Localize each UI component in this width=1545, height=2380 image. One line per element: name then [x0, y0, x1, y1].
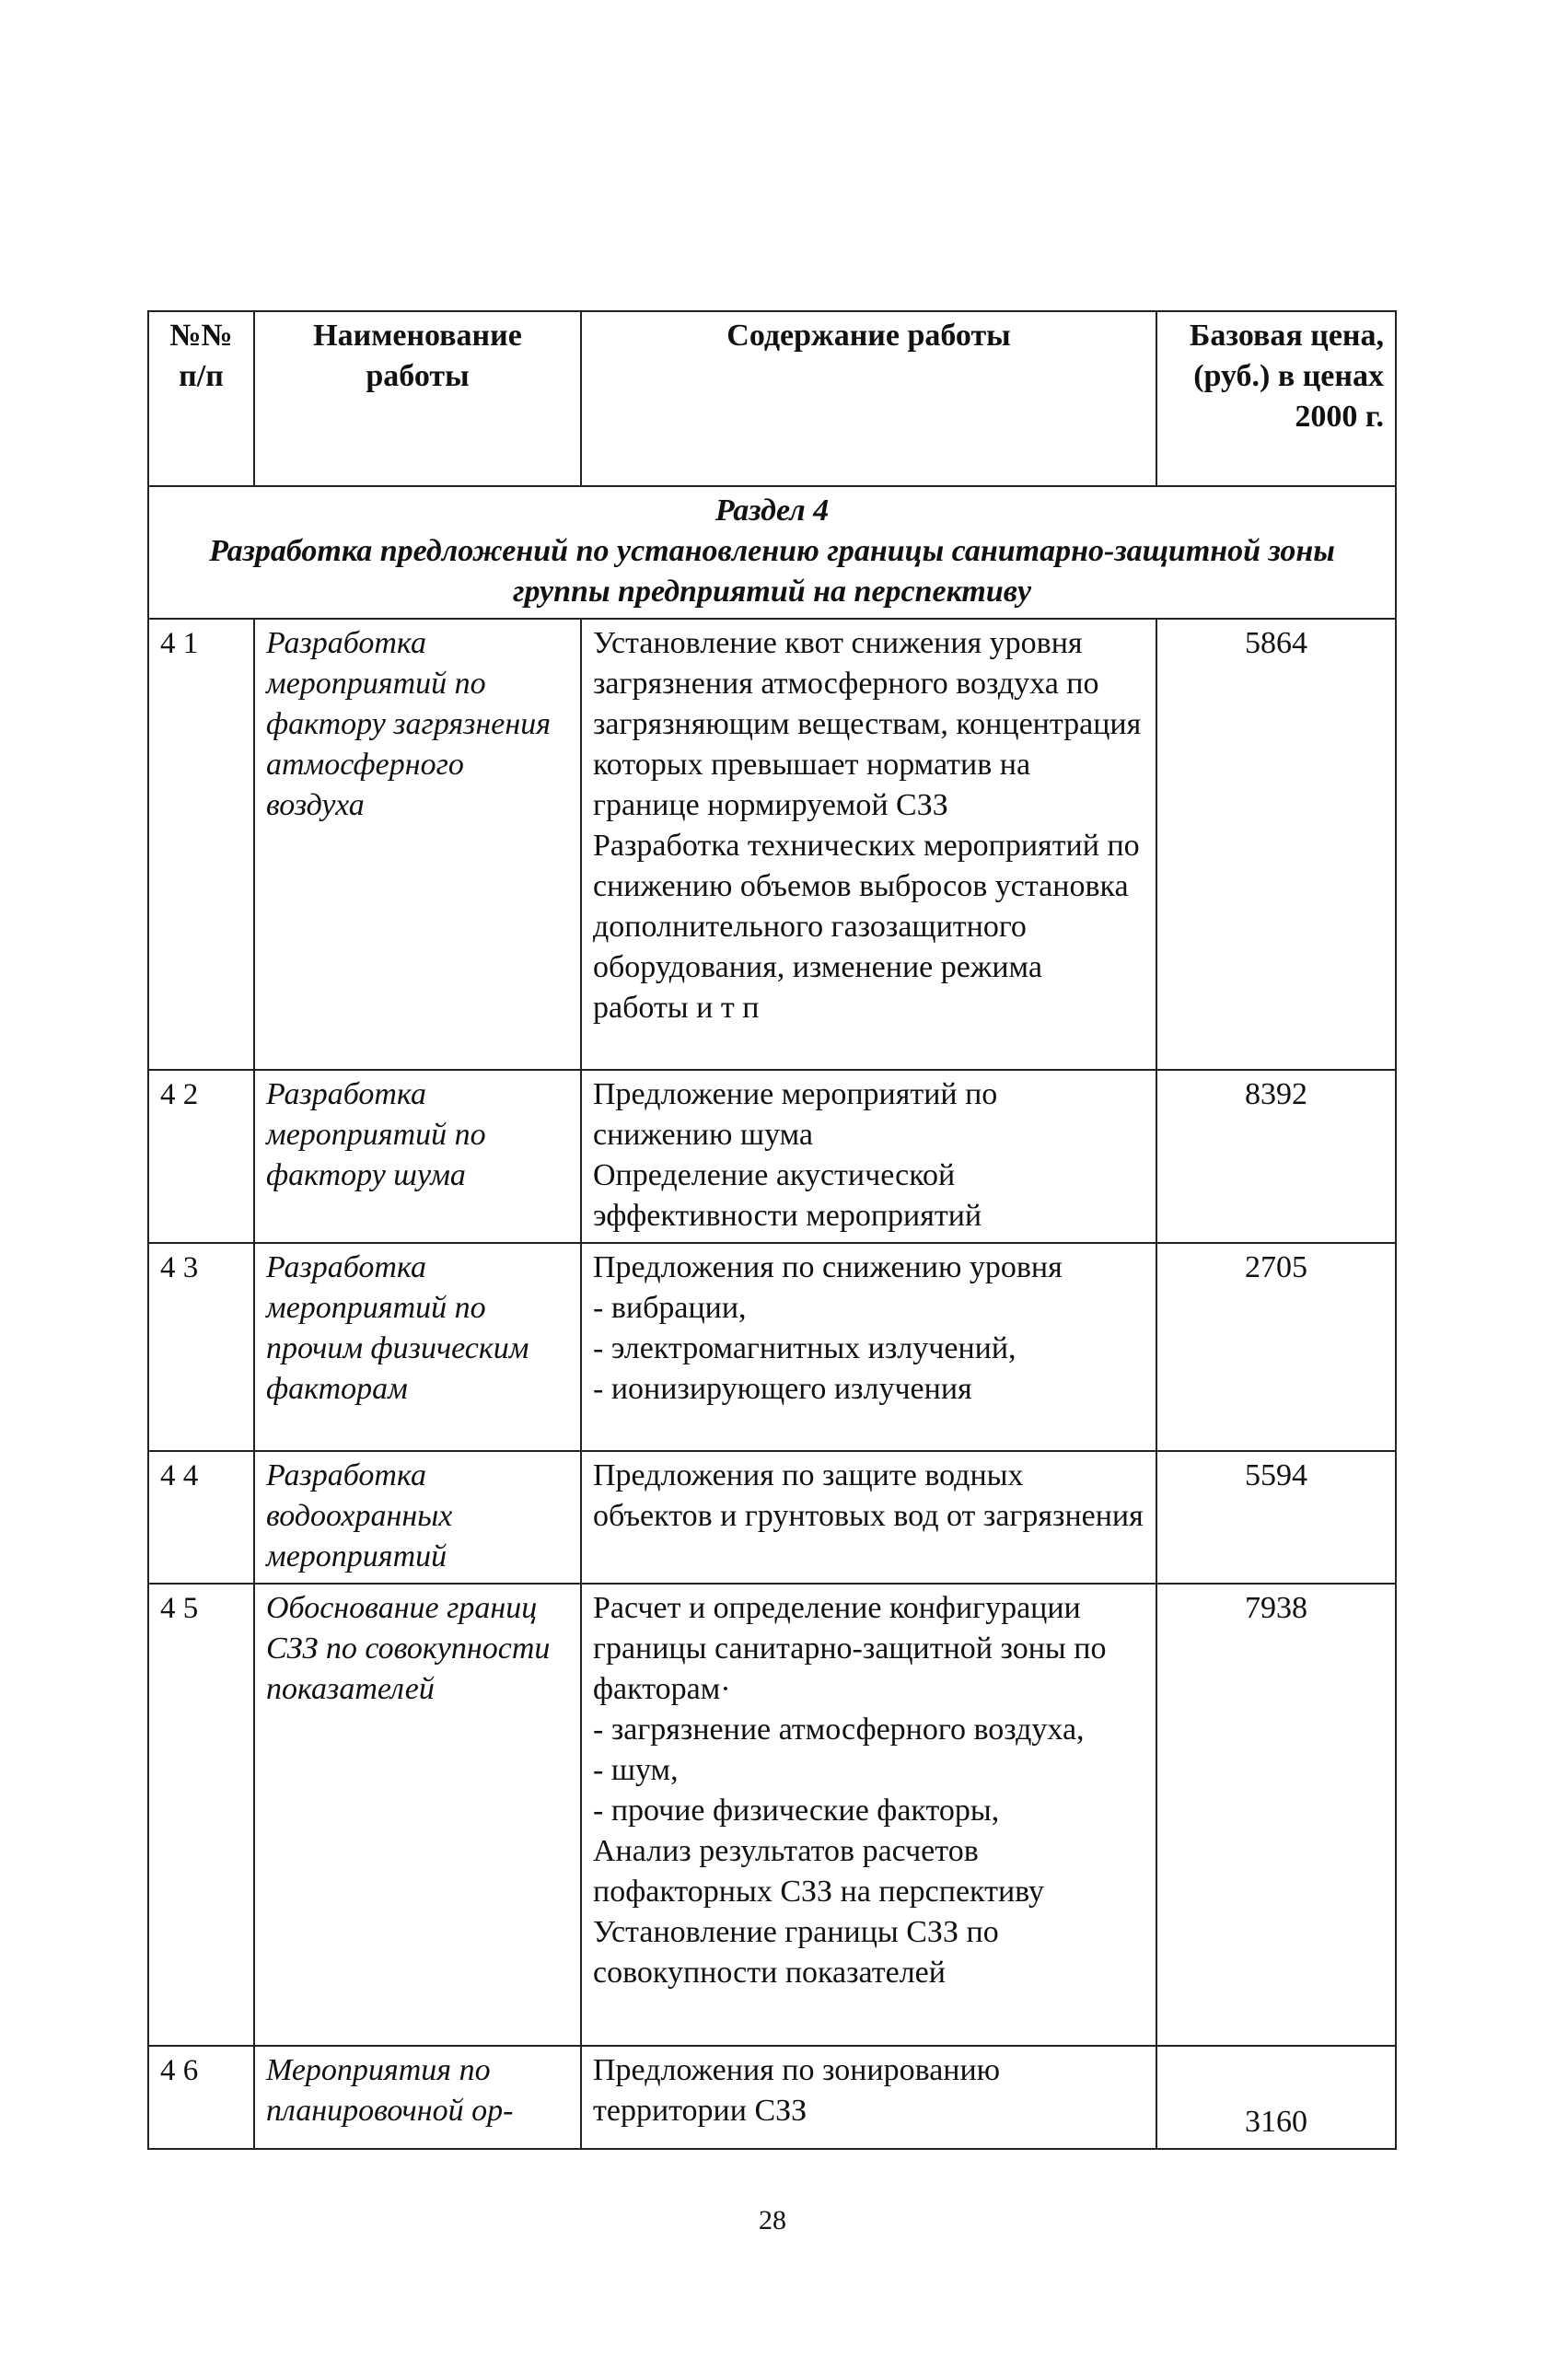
row-work-name: Разработка мероприятий по фактору шума: [254, 1070, 581, 1243]
header-number: №№ п/п: [148, 311, 254, 486]
row-work-content: [581, 2046, 1156, 2149]
row-number: 4 5: [148, 1584, 254, 2046]
row-work-content: [581, 1451, 1156, 1584]
row-base-price: 3160: [1156, 2046, 1396, 2149]
row-work-name: Разработка водоохранных мероприятий: [254, 1451, 581, 1584]
row-number: 4 1: [148, 619, 254, 1070]
table-row: [148, 1584, 1396, 2046]
row-work-name: Обоснование границ СЗЗ по совокупности показателей: [254, 1584, 581, 2046]
row-number: 4 4: [148, 1451, 254, 1584]
table-row: [148, 1243, 1396, 1451]
content-line: Определение акустической эффективности мероприятий: [593, 1158, 982, 1233]
row-base-price: 7938: [1156, 1584, 1396, 2046]
section-title: Разработка предложений по установлению границы санитарно-защитной зоны группы предприятий на перспективу: [209, 534, 1335, 609]
row-base-price: 8392: [1156, 1070, 1396, 1243]
content-line: - прочие физические факторы,: [593, 1794, 1000, 1828]
row-work-content: [581, 1070, 1156, 1243]
content-line: Расчет и определение конфигурации границы санитарно-защитной зоны по факторам·: [593, 1591, 1107, 1706]
table-row: [148, 619, 1396, 1070]
price-table: [147, 310, 1397, 2150]
row-work-name: Мероприятия по планировочной ор-: [254, 2046, 581, 2149]
header-work-name: Наименование работы: [254, 311, 581, 486]
table-row: [148, 1070, 1396, 1243]
content-line: - ионизирующего излучения: [593, 1372, 972, 1406]
content-line: Предложение мероприятий по снижению шума: [593, 1077, 998, 1152]
table-header-row: [148, 311, 1396, 486]
row-base-price: 2705: [1156, 1243, 1396, 1451]
section-heading-row: [148, 486, 1396, 619]
row-base-price: 5864: [1156, 619, 1396, 1070]
content-line: Предложения по зонированию территории СЗЗ: [593, 2053, 1001, 2128]
row-work-name: Разработка мероприятий по фактору загрязнения атмосферного воздуха: [254, 619, 581, 1070]
row-work-content: [581, 1243, 1156, 1451]
content-line: - электромагнитных излучений,: [593, 1331, 1016, 1365]
content-line: Установление квот снижения уровня загрязнения атмосферного воздуха по загрязняющим веществам, концентрация которых превышает норматив на границе нормируемой СЗЗ: [593, 626, 1142, 822]
row-work-content: [581, 1584, 1156, 2046]
content-line: Разработка технических мероприятий по снижению объемов выбросов установка дополнительного газозащитного оборудования, изменение режима работы и т п: [593, 829, 1140, 1025]
section-heading-cell: [148, 486, 1396, 619]
section-label: Раздел 4: [714, 493, 830, 528]
row-number: 4 2: [148, 1070, 254, 1243]
page-number: 28: [759, 2205, 786, 2235]
content-line: Анализ результатов расчетов пофакторных СЗЗ на перспективу: [593, 1834, 1045, 1909]
row-work-content: [581, 619, 1156, 1070]
row-work-name: Разработка мероприятий по прочим физическим факторам: [254, 1243, 581, 1451]
content-line: Установление границы СЗЗ по совокупности показателей: [593, 1915, 999, 1990]
content-line: - шум,: [593, 1753, 679, 1787]
header-work-content: Содержание работы: [581, 311, 1156, 486]
table-row: [148, 1451, 1396, 1584]
row-number: 4 3: [148, 1243, 254, 1451]
content-line: Предложения по защите водных объектов и грунтовых вод от загрязнения: [593, 1458, 1144, 1533]
row-base-price: 5594: [1156, 1451, 1396, 1584]
content-line: - загрязнение атмосферного воздуха,: [593, 1712, 1085, 1747]
row-number: 4 6: [148, 2046, 254, 2149]
header-base-price: Базовая цена, (руб.) в ценах 2000 г.: [1156, 311, 1396, 486]
content-line: - вибрации,: [593, 1291, 747, 1325]
table-row: [148, 2046, 1396, 2149]
content-line: Предложения по снижению уровня: [593, 1250, 1063, 1284]
